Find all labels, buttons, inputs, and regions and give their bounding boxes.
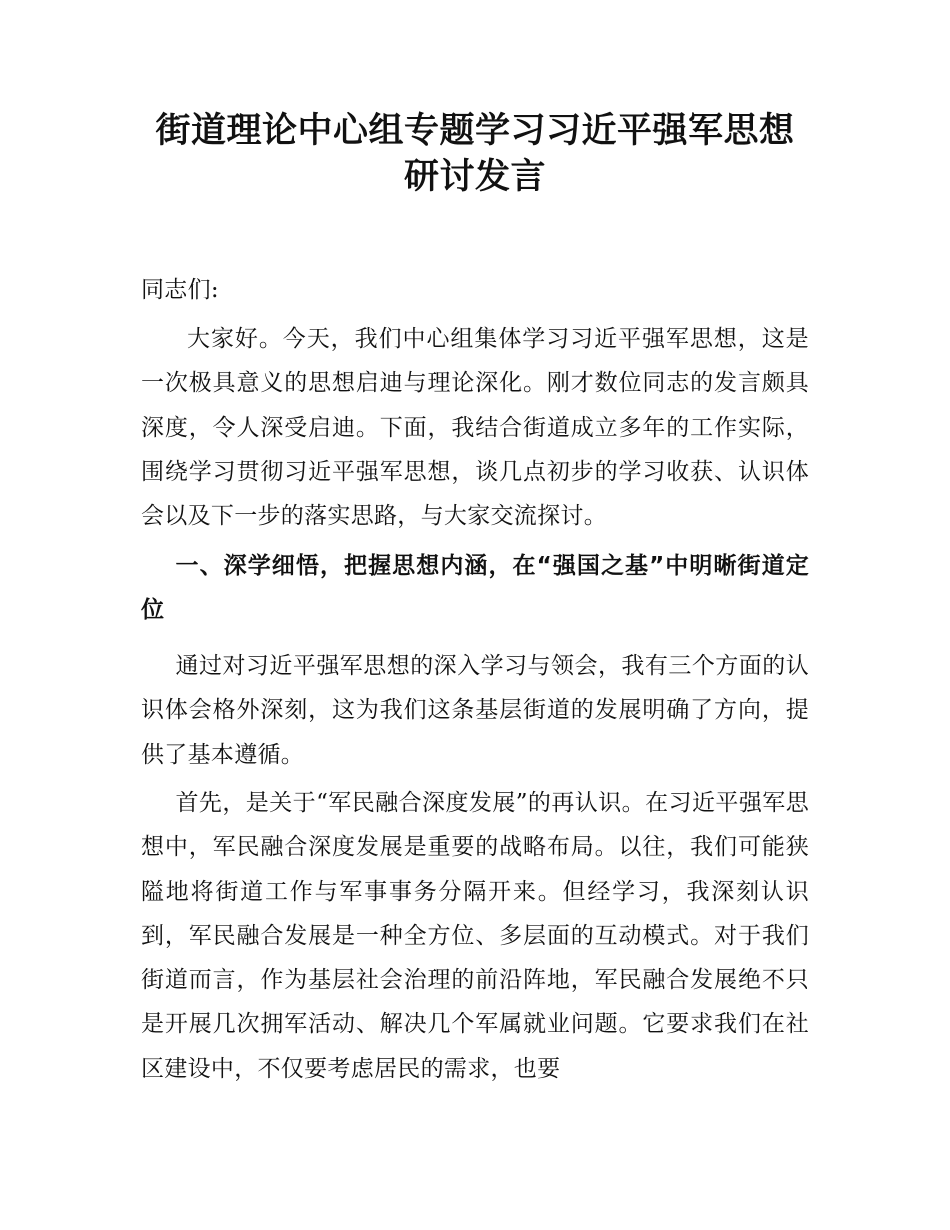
- section-heading: 一、深学细悟，把握思想内涵，在“强国之基”中明晰街道定位: [141, 553, 809, 624]
- salutation: 同志们:: [141, 277, 219, 303]
- document-title: 街道理论中心组专题学习习近平强军思想研讨发言: [155, 110, 795, 197]
- body-paragraph: 通过对习近平强军思想的深入学习与领会，我有三个方面的认识体会格外深刻，这为我们这条基层街道的发展明确了方向，提供了基本遵循。: [141, 653, 809, 768]
- intro-paragraph: 大家好。今天，我们中心组集体学习习近平强军思想，这是一次极具意义的思想启迪与理论深化。刚才数位同志的发言颇具深度，令人深受启迪。下面，我结合街道成立多年的工作实际，围绕学习贯彻习近平强军思想，谈几点初步的学习收获、认识体会以及下一步的落实思路，与大家交流探讨。: [141, 326, 809, 530]
- body-paragraph: 首先，是关于“军民融合深度发展”的再认识。在习近平强军思想中，军民融合深度发展是重要的战略布局。以往，我们可能狭隘地将街道工作与军事事务分隔开来。但经学习，我深刻认识到，军民融合发展是一种全方位、多层面的互动模式。对于我们街道而言，作为基层社会治理的前沿阵地，军民融合发展绝不只是开展几次拥军活动、解决几个军属就业问题。它要求我们在社区建设中，不仅要考虑居民的需求，也要: [141, 790, 809, 1082]
